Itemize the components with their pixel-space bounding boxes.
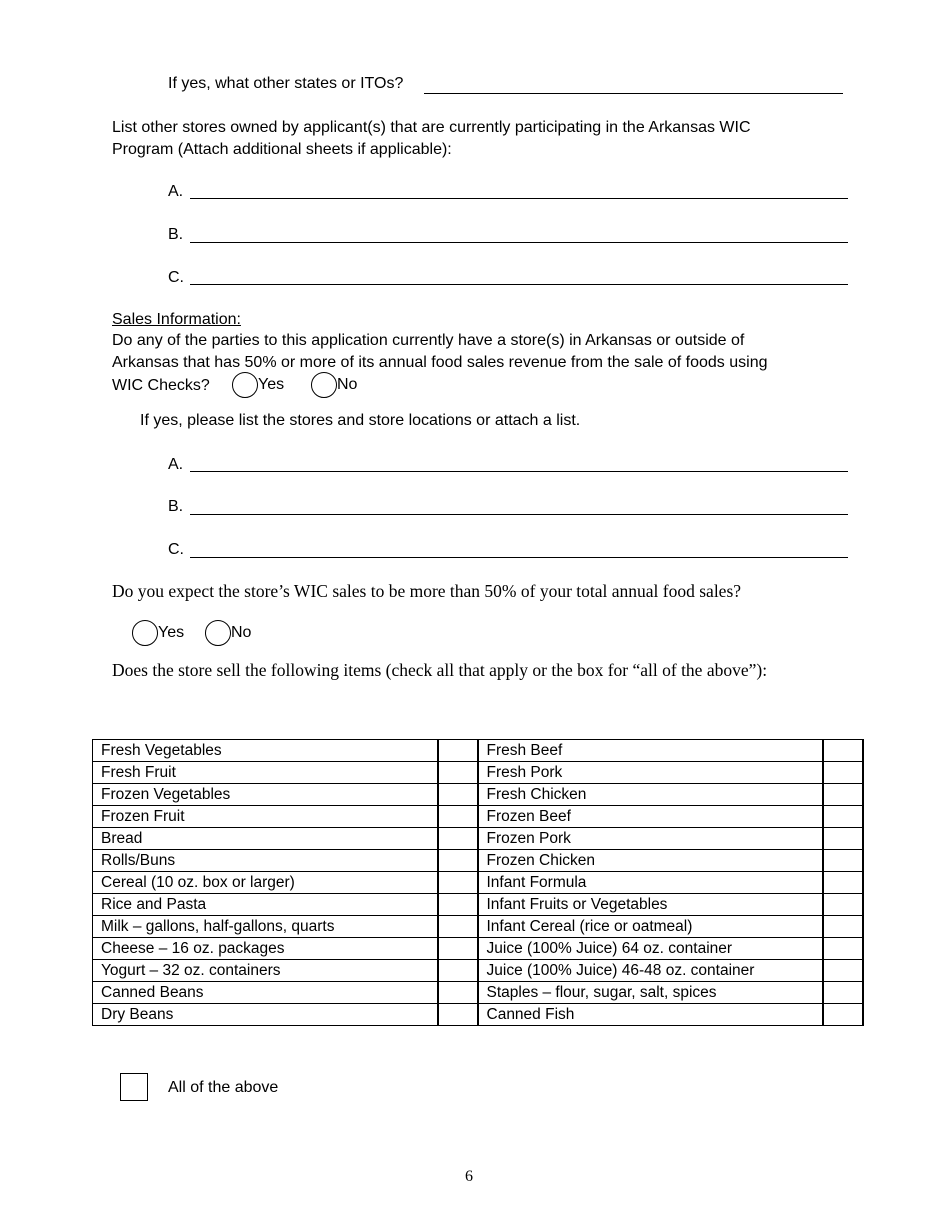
- item-label-left: Cereal (10 oz. box or larger): [93, 872, 438, 894]
- expect-yes-label: Yes: [158, 624, 185, 641]
- sales-yes-label: Yes: [258, 376, 285, 393]
- item-checkbox-right[interactable]: [823, 916, 863, 938]
- sales-question-line2: Arkansas that has 50% or more of its annual food sales revenue from the sale of foods using: [112, 354, 768, 371]
- item-label-left: Dry Beans: [93, 1004, 438, 1026]
- page-number: 6: [465, 1168, 473, 1185]
- item-label-left: Cheese – 16 oz. packages: [93, 938, 438, 960]
- item-checkbox-left[interactable]: [438, 960, 478, 982]
- item-label-left: Rolls/Buns: [93, 850, 438, 872]
- items-table: [92, 739, 864, 1026]
- item-label-right: Staples – flour, sugar, salt, spices: [478, 982, 823, 1004]
- item-label-left: Milk – gallons, half-gallons, quarts: [93, 916, 438, 938]
- item-label-right: Fresh Beef: [478, 740, 823, 762]
- item-checkbox-right[interactable]: [823, 850, 863, 872]
- item-label-right: Infant Fruits or Vegetables: [478, 894, 823, 916]
- sales-store-field-a[interactable]: [190, 471, 848, 472]
- sales-yes-option[interactable]: [232, 372, 284, 398]
- other-store-field-a[interactable]: [190, 198, 848, 199]
- item-checkbox-left[interactable]: [438, 828, 478, 850]
- item-checkbox-right[interactable]: [823, 806, 863, 828]
- item-label-left: Frozen Fruit: [93, 806, 438, 828]
- item-label-right: Fresh Pork: [478, 762, 823, 784]
- other-states-question: If yes, what other states or ITOs?: [168, 75, 404, 92]
- item-checkbox-right[interactable]: [823, 828, 863, 850]
- item-label-right: Juice (100% Juice) 64 oz. container: [478, 938, 823, 960]
- other-stores-intro-line2: Program (Attach additional sheets if applicable):: [112, 141, 452, 158]
- item-checkbox-right[interactable]: [823, 894, 863, 916]
- table-row: [93, 762, 863, 784]
- item-label-right: Frozen Pork: [478, 828, 823, 850]
- other-store-label-c: C.: [168, 269, 184, 286]
- item-checkbox-left[interactable]: [438, 916, 478, 938]
- other-store-label-b: B.: [168, 226, 184, 243]
- expect-yes-option[interactable]: [132, 620, 184, 646]
- sales-store-label-a: A.: [168, 456, 184, 473]
- item-checkbox-right[interactable]: [823, 938, 863, 960]
- item-checkbox-left[interactable]: [438, 740, 478, 762]
- item-label-right: Frozen Beef: [478, 806, 823, 828]
- item-checkbox-right[interactable]: [823, 960, 863, 982]
- item-label-right: Infant Formula: [478, 872, 823, 894]
- item-checkbox-left[interactable]: [438, 1004, 478, 1026]
- all-of-above-label: All of the above: [168, 1079, 279, 1096]
- table-row: [93, 894, 863, 916]
- item-label-right: Fresh Chicken: [478, 784, 823, 806]
- table-row: [93, 938, 863, 960]
- expect-no-radio[interactable]: [205, 620, 231, 646]
- other-store-field-b[interactable]: [190, 242, 848, 243]
- expect-yes-radio[interactable]: [132, 620, 158, 646]
- table-row: [93, 850, 863, 872]
- item-label-left: Canned Beans: [93, 982, 438, 1004]
- sales-store-field-c[interactable]: [190, 557, 848, 558]
- sales-yes-radio[interactable]: [232, 372, 258, 398]
- item-checkbox-left[interactable]: [438, 982, 478, 1004]
- table-row: [93, 916, 863, 938]
- all-of-above-checkbox[interactable]: [120, 1073, 148, 1101]
- sales-store-label-c: C.: [168, 541, 184, 558]
- item-checkbox-right[interactable]: [823, 740, 863, 762]
- other-stores-intro-line1: List other stores owned by applicant(s) that are currently participating in the Arkansas WIC: [112, 119, 751, 136]
- items-question: Does the store sell the following items (check all that apply or the box for “all of the above”):: [112, 660, 768, 680]
- item-checkbox-right[interactable]: [823, 1004, 863, 1026]
- other-store-label-a: A.: [168, 183, 184, 200]
- item-checkbox-left[interactable]: [438, 938, 478, 960]
- item-checkbox-right[interactable]: [823, 784, 863, 806]
- item-label-left: Frozen Vegetables: [93, 784, 438, 806]
- item-checkbox-right[interactable]: [823, 982, 863, 1004]
- sales-question-line3: WIC Checks?: [112, 377, 210, 394]
- table-row: [93, 740, 863, 762]
- item-checkbox-left[interactable]: [438, 806, 478, 828]
- item-checkbox-left[interactable]: [438, 894, 478, 916]
- item-label-left: Yogurt – 32 oz. containers: [93, 960, 438, 982]
- item-checkbox-left[interactable]: [438, 872, 478, 894]
- item-checkbox-left[interactable]: [438, 784, 478, 806]
- table-row: [93, 872, 863, 894]
- table-row: [93, 784, 863, 806]
- other-store-field-c[interactable]: [190, 284, 848, 285]
- sales-no-option[interactable]: [311, 372, 357, 398]
- item-label-left: Bread: [93, 828, 438, 850]
- expect-question: Do you expect the store’s WIC sales to be more than 50% of your total annual food sales?: [112, 581, 742, 601]
- item-label-left: Fresh Vegetables: [93, 740, 438, 762]
- sales-store-field-b[interactable]: [190, 514, 848, 515]
- other-states-field[interactable]: [424, 93, 843, 94]
- item-checkbox-left[interactable]: [438, 850, 478, 872]
- expect-no-option[interactable]: [205, 620, 251, 646]
- item-label-right: Canned Fish: [478, 1004, 823, 1026]
- item-checkbox-right[interactable]: [823, 762, 863, 784]
- sales-no-label: No: [337, 376, 358, 393]
- table-row: [93, 806, 863, 828]
- item-label-left: Rice and Pasta: [93, 894, 438, 916]
- table-row: [93, 828, 863, 850]
- item-checkbox-left[interactable]: [438, 762, 478, 784]
- sales-list-prompt: If yes, please list the stores and store locations or attach a list.: [140, 412, 581, 429]
- sales-info-heading: Sales Information:: [112, 311, 241, 328]
- item-checkbox-right[interactable]: [823, 872, 863, 894]
- sales-store-label-b: B.: [168, 498, 184, 515]
- sales-question-line1: Do any of the parties to this application currently have a store(s) in Arkansas or outside of: [112, 332, 745, 349]
- table-row: [93, 1004, 863, 1026]
- item-label-right: Infant Cereal (rice or oatmeal): [478, 916, 823, 938]
- table-row: [93, 960, 863, 982]
- item-label-right: Frozen Chicken: [478, 850, 823, 872]
- sales-no-radio[interactable]: [311, 372, 337, 398]
- item-label-left: Fresh Fruit: [93, 762, 438, 784]
- expect-no-label: No: [231, 624, 252, 641]
- table-row: [93, 982, 863, 1004]
- item-label-right: Juice (100% Juice) 46-48 oz. container: [478, 960, 823, 982]
